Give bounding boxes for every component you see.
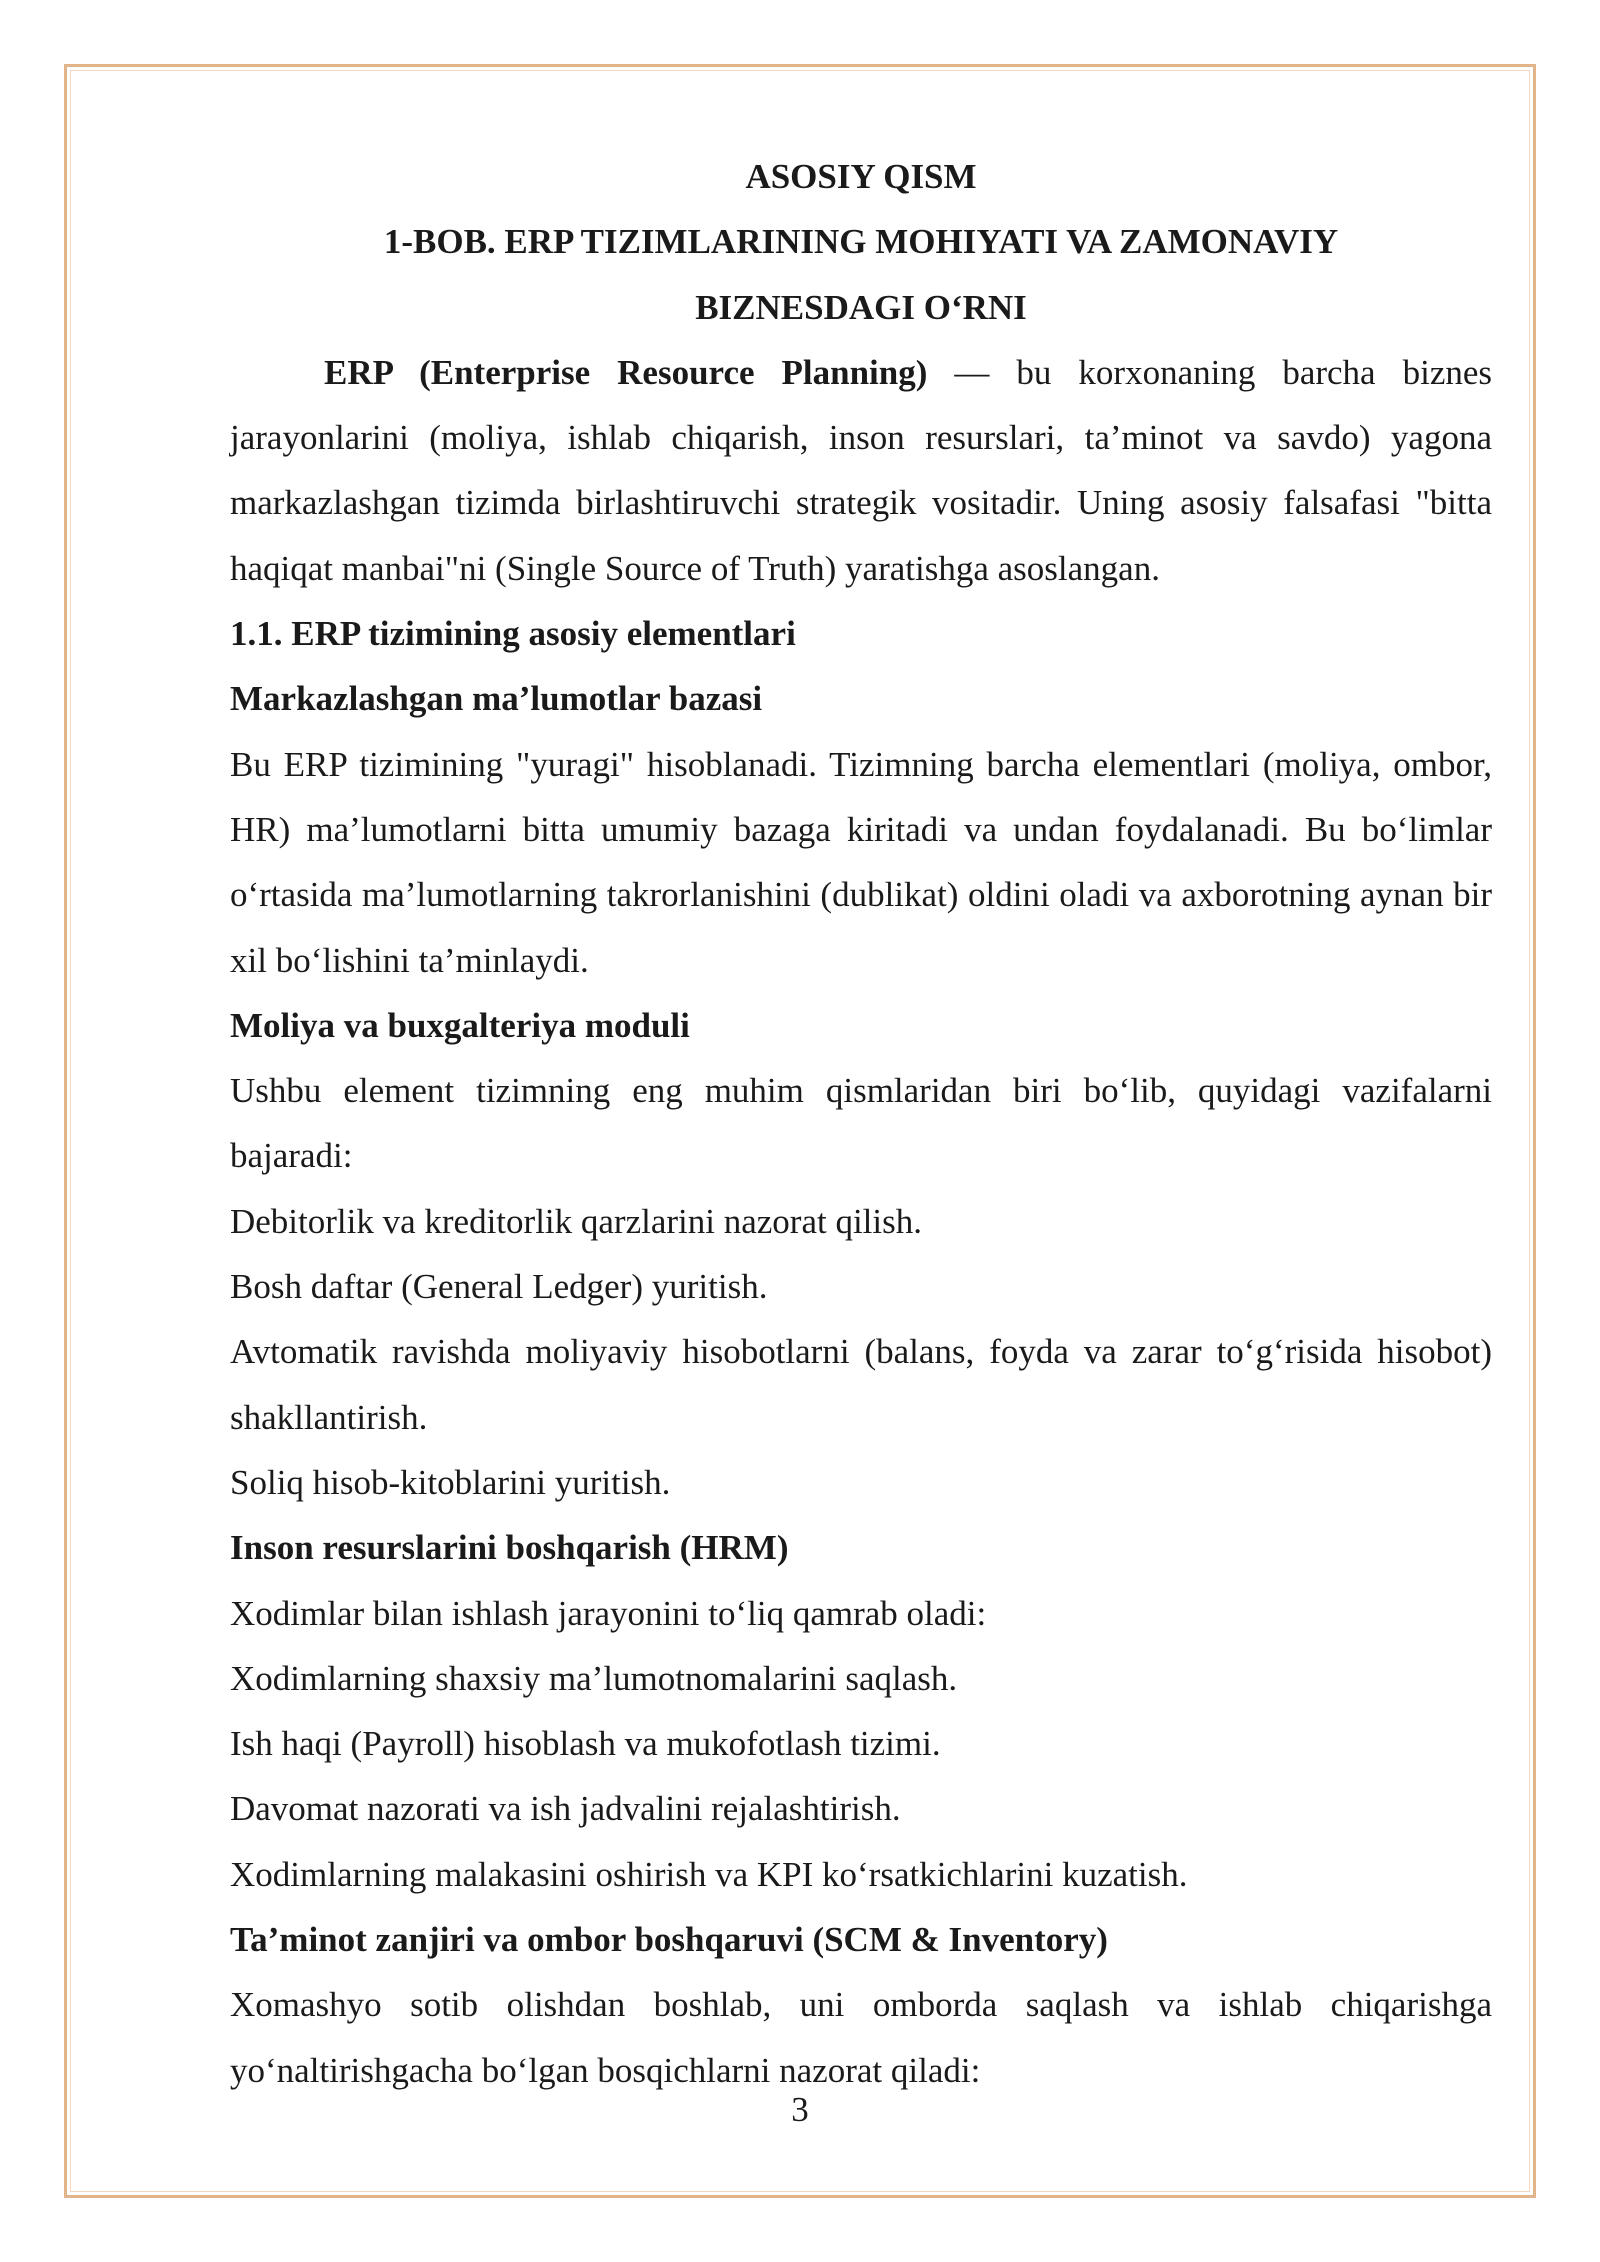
chapter-title-line-2: BIZNESDAGI O‘RNI (695, 287, 1027, 327)
finance-title: Moliya va buxgalteriya moduli (230, 1005, 690, 1045)
hrm-item: Xodimlarning malakasini oshirish va KPI ko‘rsatkichlarini kuzatish. (230, 1854, 1188, 1894)
hrm-title: Inson resurslarini boshqarish (HRM) (230, 1528, 789, 1568)
finance-item: Bosh daftar (General Ledger) yuritish. (230, 1267, 768, 1307)
finance-item: Soliq hisob-kitoblarini yuritish. (230, 1462, 671, 1502)
finance-item: Avtomatik ravishda moliyaviy hisobotlarni (balans, foyda va zarar to‘g‘risida hisobot) shakllantirish. (230, 1332, 1492, 1437)
hrm-item: Ish haqi (Payroll) hisoblash va mukofotlash tizimi. (230, 1724, 941, 1764)
database-title: Markazlashgan ma’lumotlar bazasi (230, 679, 763, 719)
page-number: 3 (791, 2090, 809, 2129)
erp-term: ERP (Enterprise Resource Planning) (324, 352, 928, 392)
hrm-intro: Xodimlar bilan ishlash jarayonini to‘liq qamrab oladi: (230, 1593, 987, 1633)
database-paragraph: Bu ERP tizimining "yuragi" hisoblanadi. Tizimning barcha elementlari (moliya, ombor, HR) ma’lumotlarni bitta umumiy bazaga kiritadi va undan foydalanadi. Bu bo‘limlar o‘rtasida ma’lumotlarning takrorlanishini (dublikat) oldini oladi va axborotning aynan bir xil bo‘lishini ta’minlaydi. (230, 744, 1492, 980)
intro-paragraph (230, 340, 1492, 601)
hrm-item: Xodimlarning shaxsiy ma’lumotnomalarini saqlash. (230, 1658, 958, 1698)
intro-text: — bu korxonaning barcha biznes jarayonlarini (moliya, ishlab chiqarish, inson resurslari, ta’minot va savdo) yagona markazlashgan tizimda birlashtiruvchi strategik vositadir. Uning asosiy falsafasi "bitta haqiqat manbai"ni (Single Source of Truth) yaratishga asoslangan. (230, 352, 1493, 588)
document-body (230, 144, 1492, 2103)
finance-intro: Ushbu element tizimning eng muhim qismlaridan biri bo‘lib, quyidagi vazifalarni bajaradi: (230, 1071, 1492, 1176)
hrm-item: Davomat nazorati va ish jadvalini rejalashtirish. (230, 1789, 901, 1829)
chapter-title-line-1: 1-BOB. ERP TIZIMLARINING MOHIYATI VA ZAMONAVIY (383, 222, 1339, 262)
scm-intro: Xomashyo sotib olishdan boshlab, uni omborda saqlash va ishlab chiqarishga yo‘naltirishgacha bo‘lgan bosqichlarni nazorat qiladi: (230, 1985, 1492, 2090)
finance-item: Debitorlik va kreditorlik qarzlarini nazorat qilish. (230, 1201, 923, 1241)
section-1-1-title: 1.1. ERP tizimining asosiy elementlari (230, 614, 796, 654)
scm-title: Ta’minot zanjiri va ombor boshqaruvi (SCM & Inventory) (230, 1920, 1108, 1960)
main-heading: ASOSIY QISM (745, 157, 977, 196)
